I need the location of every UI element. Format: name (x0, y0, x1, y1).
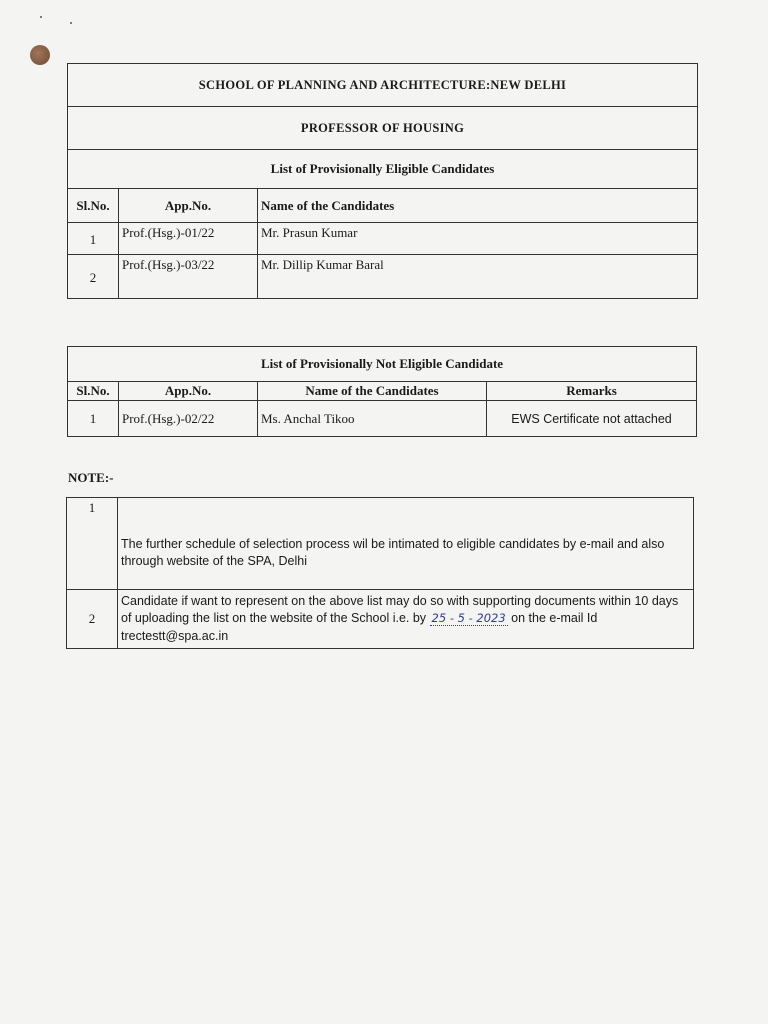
table-header-row (68, 382, 697, 401)
note-row (67, 590, 694, 649)
serial-number: 1 (68, 401, 119, 437)
candidate-name: Ms. Anchal Tikoo (258, 401, 487, 437)
scan-speck (70, 22, 72, 24)
note-text: The further schedule of selection process wil be intimated to eligible candidates by e-mail and also through website of the SPA, Delhi (118, 498, 694, 590)
column-header: Name of the Candidates (258, 382, 487, 401)
remarks: EWS Certificate not attached (487, 401, 697, 437)
note-number: 1 (67, 498, 118, 590)
table-row (68, 223, 698, 255)
note-label: NOTE:- (68, 470, 114, 485)
table-header-row (68, 189, 698, 223)
application-number: Prof.(Hsg.)-02/22 (119, 401, 258, 437)
handwritten-date: 25 - 5 - 2023 (431, 611, 506, 626)
post-title: PROFESSOR OF HOUSING (68, 107, 698, 150)
note-text-before: Candidate if want to represent on the above list may do so with supporting documents within 10 days of uploading the list on the website of the School i.e. by (121, 593, 679, 626)
serial-number: 1 (68, 223, 119, 255)
column-header: Sl.No. (68, 189, 119, 223)
candidate-name: Mr. Prasun Kumar (258, 223, 698, 255)
note-row (67, 498, 694, 590)
note-text (118, 590, 694, 649)
column-header: Remarks (487, 382, 697, 401)
note-text-after: on the e-mail Id trectestt@spa.ac.in (121, 611, 598, 643)
application-number: Prof.(Hsg.)-01/22 (119, 223, 258, 255)
eligible-candidates-table (67, 63, 698, 299)
note-number: 2 (67, 590, 118, 649)
notes-table (66, 497, 694, 649)
column-header: Name of the Candidates (258, 189, 698, 223)
table-row (68, 255, 698, 299)
column-header: App.No. (119, 189, 258, 223)
column-header: Sl.No. (68, 382, 119, 401)
application-number: Prof.(Hsg.)-03/22 (119, 255, 258, 299)
eligible-list-title: List of Provisionally Eligible Candidates (68, 150, 698, 189)
not-eligible-list-title: List of Provisionally Not Eligible Candidate (68, 347, 697, 382)
punch-hole-mark (30, 45, 50, 65)
table-row (68, 401, 697, 437)
institution-title: SCHOOL OF PLANNING AND ARCHITECTURE:NEW DELHI (68, 64, 698, 107)
scan-speck (40, 16, 42, 18)
not-eligible-candidates-table (67, 346, 697, 437)
serial-number: 2 (68, 255, 119, 299)
column-header: App.No. (119, 382, 258, 401)
candidate-name: Mr. Dillip Kumar Baral (258, 255, 698, 299)
